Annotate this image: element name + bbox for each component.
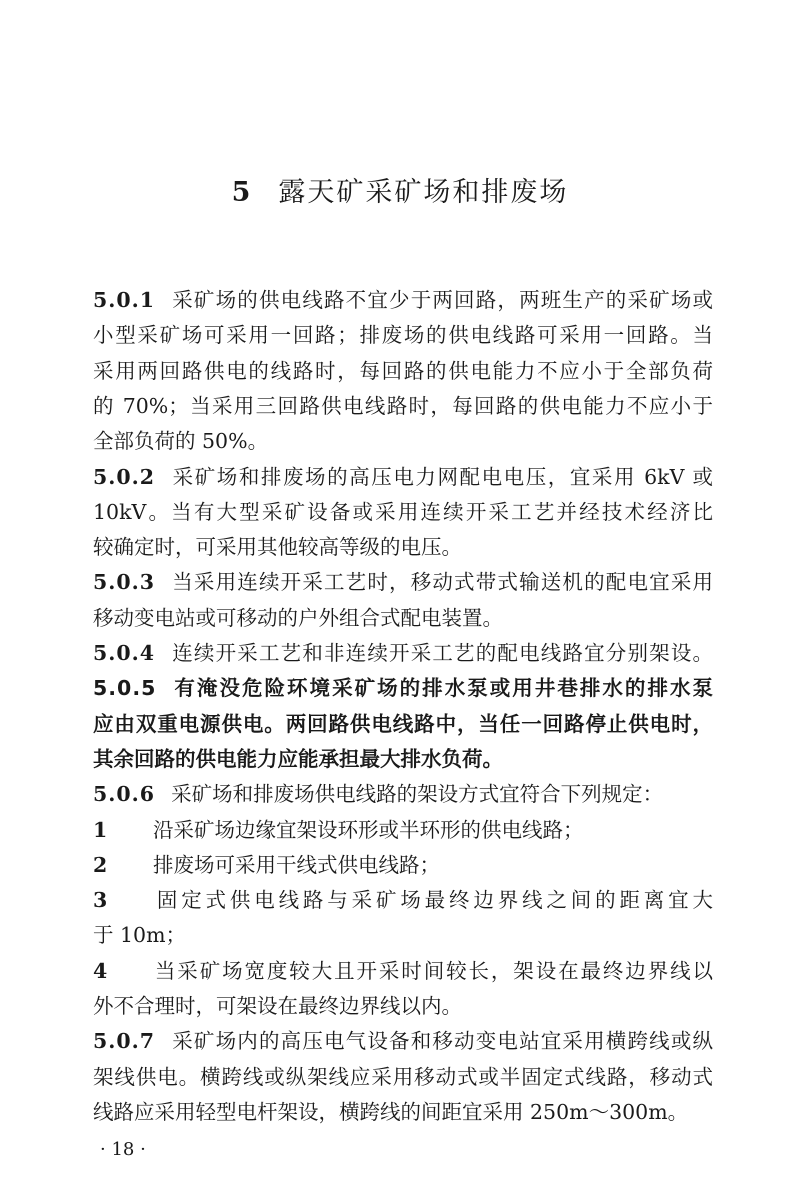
clause-5-0-1-line-4: 的 70%；当采用三回路供电线路时，每回路的供电能力不应小于 (93, 393, 713, 418)
clause-number: 5.0.2 (93, 464, 156, 489)
chapter-title (0, 170, 800, 209)
clause-5-0-6-line-1: 5.0.6 采矿场和排废场供电线路的架设方式宜符合下列规定： (93, 782, 664, 807)
clause-5-0-6-item-4: 4 当采矿场宽度较大且开采时间较长，架设在最终边界线以 (93, 958, 713, 983)
clause-5-0-2-line-2: 10kV。当有大型采矿设备或采用连续开采工艺并经技术经济比 (93, 499, 713, 524)
clause-number: 5.0.3 (93, 570, 156, 595)
clause-number: 5.0.4 (93, 641, 156, 665)
clause-5-0-6-item-4-cont: 外不合理时，可架设在最终边界线以内。 (93, 994, 462, 1018)
clause-5-0-5-line-2: 应由双重电源供电。两回路供电线路中，当任一回路停止供电时， (93, 711, 713, 736)
clause-5-0-6-item-3: 3 固定式供电线路与采矿场最终边界线之间的距离宜大 (93, 888, 713, 913)
chapter-title-text: 露天矿采矿场和排废场 (278, 177, 569, 208)
clause-5-0-3-line-1: 5.0.3 当采用连续开采工艺时，移动式带式输送机的配电宜采用 (93, 570, 713, 595)
clause-5-0-2-line-1: 5.0.2 采矿场和排废场的高压电力网配电电压，宜采用 6kV 或 (93, 464, 713, 489)
clause-5-0-1-line-5: 全部负荷的 50%。 (93, 429, 269, 454)
clause-number: 5.0.1 (93, 288, 156, 312)
clause-5-0-7-line-3: 线路应采用轻型电杆架设，横跨线的间距宜采用 250m～300m。 (93, 1099, 689, 1124)
clause-5-0-1-line-2: 小型采矿场可采用一回路；排废场的供电线路可采用一回路。当 (93, 323, 713, 348)
clause-5-0-1-line-1: 5.0.1 采矿场的供电线路不宜少于两回路，两班生产的采矿场或 (93, 288, 713, 312)
clause-5-0-7-line-2: 架线供电。横跨线或纵架线应采用移动式或半固定式线路，移动式 (93, 1064, 713, 1089)
clause-5-0-3-line-2: 移动变电站或可移动的户外组合式配电装置。 (93, 605, 503, 630)
clause-5-0-5-line-1: 5.0.5 有淹没危险环境采矿场的排水泵或用井巷排水的排水泵 (93, 676, 713, 701)
clause-5-0-1-line-3: 采用两回路供电的线路时，每回路的供电能力不应小于全部负荷 (93, 358, 713, 383)
clause-5-0-6-item-3-cont: 于 10m； (93, 923, 187, 948)
clause-5-0-4-line-1: 5.0.4 连续开采工艺和非连续开采工艺的配电线路宜分别架设。 (93, 641, 713, 665)
chapter-number: 5 (231, 177, 253, 208)
clause-5-0-5-line-3: 其余回路的供电能力应能承担最大排水负荷。 (93, 746, 503, 771)
clause-number: 5.0.5 (93, 676, 157, 701)
clause-5-0-6-item-1: 1 沿采矿场边缘宜架设环形或半环形的供电线路； (93, 817, 584, 842)
clause-number: 5.0.7 (93, 1029, 156, 1054)
page-number: · 18 · (100, 1139, 146, 1161)
clause-5-0-7-line-1: 5.0.7 采矿场内的高压电气设备和移动变电站宜采用横跨线或纵 (93, 1029, 713, 1054)
clause-5-0-6-item-2: 2 排废场可采用干线式供电线路； (93, 852, 440, 877)
clause-number: 5.0.6 (93, 782, 156, 807)
clause-5-0-2-line-3: 较确定时，可采用其他较高等级的电压。 (93, 535, 462, 560)
